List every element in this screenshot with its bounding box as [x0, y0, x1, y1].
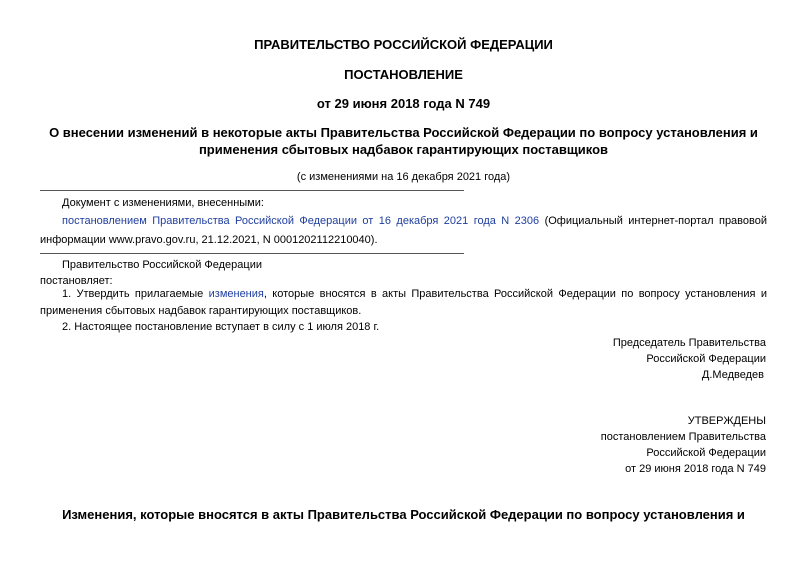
approval-line-2: постановлением Правительства — [600, 431, 766, 443]
body-item-1 — [40, 286, 767, 320]
changes-box-top-rule — [40, 190, 464, 191]
amendment-note: (с изменениями на 16 декабря 2021 года) — [296, 171, 511, 183]
appendix-title: Изменения, которые вносятся в акты Правительства Российской Федерации по вопросу установления и — [62, 507, 745, 522]
body-item-2: 2. Настоящее постановление вступает в силу с 1 июля 2018 г. — [62, 321, 380, 333]
changes-link[interactable]: изменения — [208, 288, 264, 300]
government-heading: ПРАВИТЕЛЬСТВО РОССИЙСКОЙ ФЕДЕРАЦИИ — [254, 37, 553, 52]
changes-box-bottom-rule — [40, 253, 464, 254]
signature-title-1: Председатель Правительства — [612, 337, 766, 349]
approval-heading: УТВЕРЖДЕНЫ — [687, 415, 766, 427]
document-title: О внесении изменений в некоторые акты Правительства Российской Федерации по вопросу установления и применения сбытовых надбавок гарантирующих поставщиков — [49, 125, 758, 157]
document-type: ПОСТАНОВЛЕНИЕ — [344, 67, 463, 82]
changes-reference — [40, 212, 767, 250]
item-1-suffix: , которые вносятся в акты Правительства Российской Федерации по вопросу установления и применения сбытовых надбавок гарантирующих поставщиков. — [40, 288, 767, 317]
amending-decree-link[interactable]: постановлением Правительства Российской Федерации от 16 декабря 2021 года N 2306 — [62, 215, 540, 227]
body-government-line: Правительство Российской Федерации — [62, 259, 262, 271]
signature-name: Д.Медведев — [701, 369, 764, 381]
approval-line-3: Российской Федерации — [646, 447, 766, 459]
approval-line-4: от 29 июня 2018 года N 749 — [625, 463, 766, 475]
body-resolves-line: постановляет: — [40, 275, 113, 287]
item-1-prefix: 1. Утвердить прилагаемые — [62, 288, 209, 300]
document-date-number: от 29 июня 2018 года N 749 — [316, 96, 491, 111]
changes-source: (Официальный интернет-портал правовой информации www.pravo.gov.ru, 21.12.2021, N 0001202112210040). — [40, 215, 767, 246]
signature-title-2: Российской Федерации — [646, 353, 766, 365]
changes-intro: Документ с изменениями, внесенными: — [62, 197, 264, 209]
